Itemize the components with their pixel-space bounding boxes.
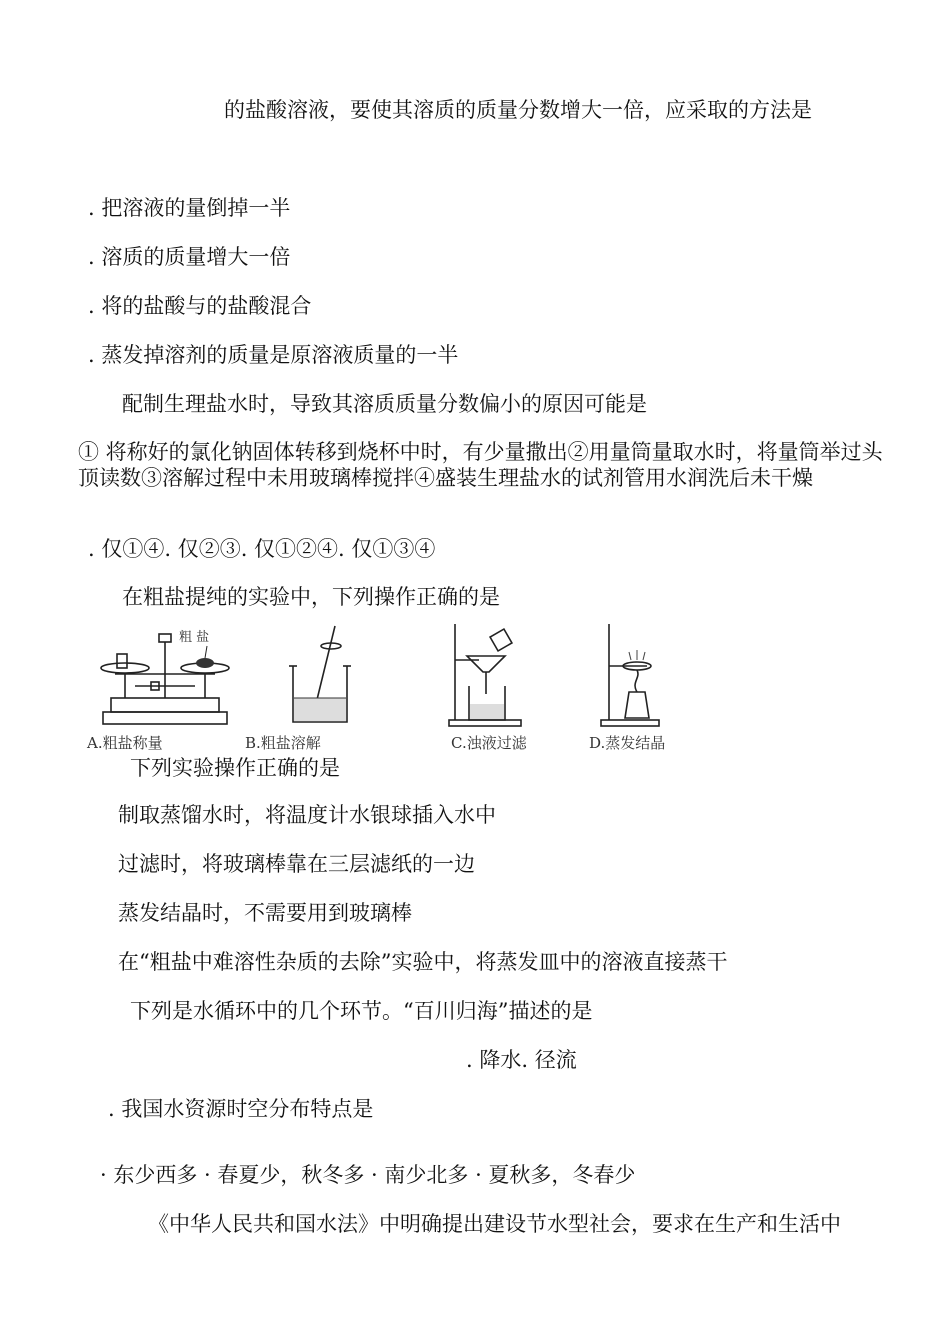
q2-body: ① 将称好的氯化钠固体转移到烧杯中时，有少量撒出②用量筒量取水时，将量筒举过头顶读数③溶解过程中未用玻璃棒搅拌④盛装生理盐水的试剂管用水润洗后未干燥	[78, 440, 883, 490]
q4-stem: 下列实验操作正确的是	[130, 756, 340, 780]
q1-option-d: . 蒸发掉溶剂的质量是原溶液质量的一半	[88, 343, 459, 367]
q4-option-d: 在“粗盐中难溶性杂质的去除”实验中，将蒸发皿中的溶液直接蒸干	[118, 950, 728, 974]
caption-a: A.粗盐称量	[87, 734, 163, 752]
filter-funnel-icon	[445, 622, 525, 728]
balance-icon	[95, 624, 235, 728]
salt-label: 粗 盐	[179, 630, 210, 645]
q2-stem: 配制生理盐水时，导致其溶质质量分数偏小的原因可能是	[122, 392, 647, 416]
lab-figure	[85, 622, 725, 754]
q6-stem: . 我国水资源时空分布特点是	[108, 1097, 374, 1121]
q4-option-c: 蒸发结晶时，不需要用到玻璃棒	[118, 901, 412, 925]
q6-options: · 东少西多 · 春夏少，秋冬多 · 南少北多 · 夏秋多，冬春少	[100, 1163, 636, 1187]
q4-option-b: 过滤时，将玻璃棒靠在三层滤纸的一边	[118, 852, 475, 876]
q2-options: . 仅①④. 仅②③. 仅①②④. 仅①③④	[88, 537, 436, 561]
caption-c: C.浊液过滤	[451, 734, 527, 752]
q1-option-a: . 把溶液的量倒掉一半	[88, 196, 291, 220]
evaporating-dish-icon	[595, 622, 665, 728]
caption-d: D.蒸发结晶	[589, 734, 666, 752]
beaker-icon	[285, 622, 355, 728]
q1-option-b: . 溶质的质量增大一倍	[88, 245, 291, 269]
q5-options: . 降水. 径流	[466, 1048, 577, 1072]
q4-option-a: 制取蒸馏水时，将温度计水银球插入水中	[118, 803, 496, 827]
q7-stem: 《中华人民共和国水法》中明确提出建设节水型社会，要求在生产和生活中	[148, 1212, 841, 1236]
q5-stem: 下列是水循环中的几个环节。“百川归海”描述的是	[130, 999, 593, 1023]
q1-option-c: . 将的盐酸与的盐酸混合	[88, 294, 312, 318]
q1-stem: 的盐酸溶液，要使其溶质的质量分数增大一倍，应采取的方法是	[224, 98, 812, 122]
q3-stem: 在粗盐提纯的实验中，下列操作正确的是	[122, 585, 500, 609]
caption-b: B.粗盐溶解	[245, 734, 321, 752]
